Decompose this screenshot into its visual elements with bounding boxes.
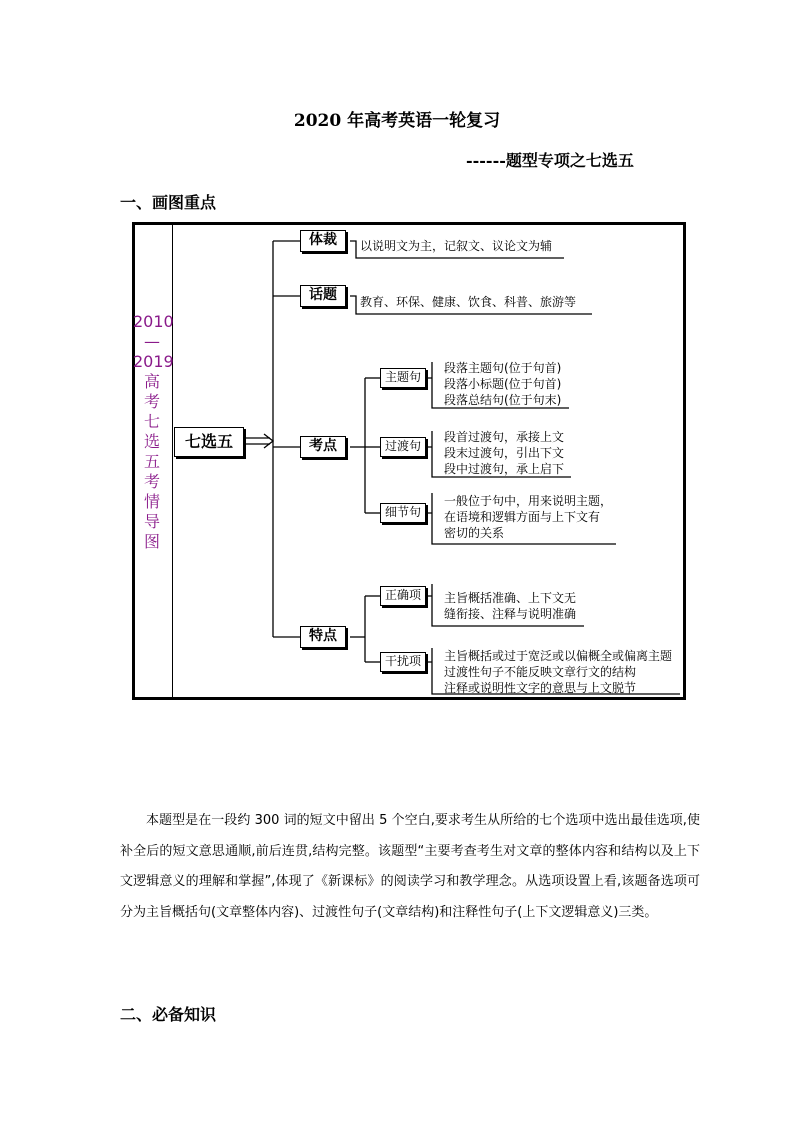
- topic-sentence-description: [444, 360, 561, 408]
- side-label-char: 导: [143, 512, 160, 531]
- description-line: 在语境和逻辑方面与上下文有: [444, 510, 601, 524]
- node-topic: 话题: [300, 285, 346, 307]
- section-heading-2: 二、必备知识: [120, 1005, 217, 1024]
- side-label-char: 七: [143, 412, 160, 431]
- genre-description-line: 以说明文为主，记叙文、议论文为辅: [360, 239, 553, 253]
- node-features: 特点: [300, 626, 346, 648]
- side-label-char: 图: [143, 532, 160, 551]
- document-title: 2020 年高考英语一轮复习: [293, 111, 501, 131]
- node-distractor-option: 干扰项: [380, 652, 426, 672]
- node-correct-option: 正确项: [380, 586, 426, 606]
- side-label-char: 考: [143, 472, 160, 491]
- topic-description-line: 教育、环保、健康、饮食、科普、旅游等: [360, 295, 577, 309]
- mindmap-root-node: 七选五: [174, 427, 244, 457]
- side-label-char: 情: [143, 492, 160, 511]
- topic-description: [360, 294, 576, 310]
- detail-sentence-description: [444, 493, 612, 541]
- side-label-char: —: [144, 332, 160, 351]
- description-line: 一般位于句中，用来说明主题，: [444, 494, 613, 508]
- side-label-char: 考: [143, 392, 160, 411]
- node-test-points: 考点: [300, 436, 346, 458]
- description-line: 密切的关系: [444, 526, 505, 540]
- description-line: 段落小标题(位于句首): [444, 377, 562, 391]
- side-label-char: 高: [143, 372, 160, 391]
- intro-paragraph: 本题型是在一段约 300 词的短文中留出 5 个空白,要求考生从所给的七个选项中选出最佳选项,使补全后的短文意思通顺,前后连贯,结构完整。该题型“主要考查考生对文章的整体内容和结构以及上下文逻辑意义的理解和掌握”,体现了《新课标》的阅读学习和教学理念。从选项设置上看,该题备选项可分为主旨概括句(文章整体内容)、过渡性句子(文章结构)和注释性句子(上下文逻辑意义)三类。: [120, 813, 700, 920]
- side-label-char: 2019: [133, 352, 174, 371]
- transition-sentence-description: [444, 429, 564, 477]
- node-transition-sentence: 过渡句: [380, 437, 426, 457]
- side-label-char: 五: [143, 452, 160, 471]
- description-line: 段首过渡句，承接上文: [444, 430, 565, 444]
- description-line: 缝衔接、注释与说明准确: [444, 607, 577, 621]
- section-heading-1: 一、画图重点: [120, 193, 217, 212]
- node-genre: 体裁: [300, 230, 346, 252]
- document-subtitle: ------题型专项之七选五: [466, 151, 634, 170]
- correct-option-description: [444, 590, 576, 622]
- description-line: 段中过渡句，承上启下: [444, 462, 565, 476]
- description-line: 过渡性句子不能反映文章行文的结构: [444, 665, 637, 679]
- node-detail-sentence: 细节句: [380, 503, 426, 523]
- description-line: 段末过渡句，引出下文: [444, 446, 565, 460]
- description-line: 注释或说明性文字的意思与上文脱节: [444, 681, 637, 695]
- distractor-option-description: [444, 648, 672, 696]
- genre-description: [360, 238, 552, 254]
- description-line: 主旨概括准确、上下文无: [444, 591, 577, 605]
- description-line: 段落总结句(位于句末): [444, 393, 562, 407]
- description-line: 主旨概括或过于宽泛或以偏概全或偏离主题: [444, 649, 673, 663]
- description-line: 段落主题句(位于句首): [444, 361, 562, 375]
- side-label-char: 选: [143, 432, 160, 451]
- node-topic-sentence: 主题句: [380, 368, 426, 388]
- side-label-char: 2010: [133, 312, 174, 331]
